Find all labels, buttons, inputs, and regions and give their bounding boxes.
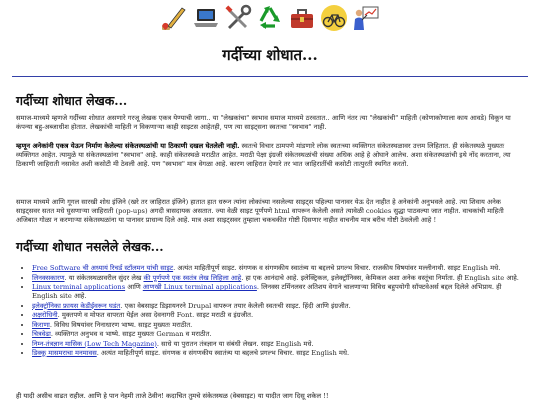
site-link[interactable]: Linux terminal applications [32, 283, 126, 291]
tools-icon [224, 4, 252, 32]
list-item [32, 321, 526, 330]
page-title: गर्दीच्या शोधात... [222, 46, 318, 64]
site-description: . एका वेबसाइट डिझायनरने Drupal वापरून तयार केलेली स्वतःची साइट. हिंदी आणि इंग्रजीत. [120, 301, 351, 310]
criteria-text: स्वतःचे विचार ठामपणे मांडणारे लोक स्वतःच्या व्यक्तिगत संकेतस्थळावर उत्तम लिहितात. ही संकेतस्थळे मुख्यतः व्यक्तिगत आहेत. त्यामुळे या संकेतस्थळांना "स्वभाव" आहे. काही संकेतस्थळे मराठीत आहेत. मराठी पेक्षा इंग्रजी संकेतस्थळांची संख्या अधिक आहे हे ओघाने आलेच. अशा संकेतस्थळांची इथे नोंद करताना, त्या ठिकाणी जाहिराती नसावेत अशी कसोटी मी ठेवली आहे. पण "स्वभाव" मात्र वेगळा आहे. कारण जाहिरात देणारे तर भात जाहिरातींची कसोटी तात्पुरती स्थगित करतो. [16, 142, 511, 169]
recycle-icon [256, 4, 284, 32]
site-list [16, 264, 526, 359]
site-link[interactable]: Free Software ची अध्यायं रिचर्ड स्टॉलमन यांची साइट [32, 264, 174, 272]
site-description: . लिनक्स टर्मिनलवर अतिशय वेगाने चालणाऱ्या विविध बहुपयोगी सॉफ्टवेअर्स बद्दल दिलेले अभिप्राय. ही English site आहे. [32, 283, 502, 300]
section-heading-not-seeking-crowd: गर्दीच्या शोधात नसलेले लेखक... [16, 239, 164, 254]
list-item [32, 330, 526, 339]
site-link[interactable]: किराणा [32, 320, 50, 329]
list-item [32, 302, 526, 311]
laptop-icon [192, 4, 220, 32]
site-link[interactable]: चित्रवेढा [32, 330, 51, 338]
paintbrush-icon [160, 4, 188, 32]
list-item [32, 349, 526, 358]
site-description: . अत्यंत माहितीपूर्ण साइट. संगणक व संगणकीय स्वातंत्र्य या बद्दलचे प्रगल्भ विचार. राजकीय विषयांवर मल्लीनाथी. साइट English मधे. [173, 264, 501, 272]
search-engine-paragraph: समाज माध्यमे आणि गूगल सारखी शोध इंजिने (खरे तर जाहिरात इंजिने) हातात हात धरून त्यांना लोकांच्या नसलेल्या साइट्स पहिल्या पानावर येऊ देत नाहीत हे अनेकांनी अनुभवले आहे. त्या शिवाय अनेक साइट्सवर सतत मधे घुसणाऱ्या जाहिराती (pop-ups) अगदी त्रासदायक असतात. ज्या वेळी साइट पूर्णपणे html वापरून केलेली असते त्यावेळी cookies सुद्धा पाठवल्या जात नाहीत. वाचकांची माहिती अजिबात गोळा न करणाऱ्या संकेतस्थळांना या पानावर प्राधान्य दिले आहे. मात्र अशा साइट्सवर तुम्हाला चकचकीत गोष्टी दिसणार नाहीत वाचनीय मात्र बरीच गोष्टी ठेवलेली आहे ! [16, 198, 504, 225]
site-link[interactable]: अक्षरोधिनी [32, 311, 58, 319]
site-description: . साधे या पुरातन तंत्रज्ञान या संबंधी लेखन. साइट English मधे. [156, 339, 314, 348]
list-item [32, 340, 526, 349]
banner [0, 0, 540, 35]
toolbox-icon [288, 4, 316, 32]
footer-note: ही यादी असीच वाढत राहील. आणि हे पान नेहमी ताजे ठेवीन! कदाचित तुमचे संकेतस्थळ (वेबसाइट) या यादीत जाग दिसू शकेल !! [16, 392, 329, 400]
list-item [32, 283, 526, 301]
site-link[interactable]: की पूर्णपणे एक स्वतंत्र लेख लिहिला आहे [143, 273, 242, 282]
site-link[interactable]: इलेक्ट्रॉनिका फ्रायस केडीईवरून घडंत [32, 301, 121, 310]
site-link[interactable]: आणखी Linux terminal applications [142, 283, 257, 291]
list-item [32, 274, 526, 283]
title-divider [12, 76, 528, 77]
criteria-bold-text: म्हणून अनेकांनी एकत्र येऊन निर्माण केलेल्या संकेतस्थळांची या ठिकाणी दखल घेतलेली नाही. [16, 142, 240, 150]
site-description: . मुक्तपणे व मोफत वापरता येईल असा देवनागरी Font. साइट मराठी व इंग्रजीत. [57, 311, 254, 319]
section-heading-seeking-crowd: गर्दीच्या शोधात लेखक... [16, 93, 128, 108]
site-description: . विविध विषयांवर निनाधारण भाष्य. साइट मुख्यतः मराठीत. [49, 320, 193, 329]
site-description: आणि [125, 283, 143, 291]
teacher-icon [352, 4, 380, 32]
site-description: . या संकेतस्थळावरील सुंदर लेख [64, 273, 144, 282]
list-item [32, 264, 526, 273]
site-description: . व्यक्तिगत अनुभव व भाष्ये. साइट मुख्यतः German व मराठीत. [50, 330, 212, 338]
criteria-paragraph [16, 142, 526, 170]
site-description: . हा एक आनंदाचे आहे. इलेक्ट्रिकल, इलेक्ट्रॉनिक्स, केमिकल अशा अनेक वस्तूंचा निर्माता. ही English site आहे. [241, 273, 519, 282]
site-link[interactable]: डिक्कू मासमराचा मनमावस [32, 349, 97, 357]
list-item [32, 311, 526, 320]
site-link[interactable]: लिनक्सकारण [32, 273, 65, 282]
site-link[interactable]: निम्न-तंत्रज्ञान मासिक (Low Tech Magazine) [32, 339, 157, 348]
intro-paragraph: समाज-माध्यमे म्हणजे गर्दीच्या शोधात असणारे गरजू लेखक एकत्र येण्याची जागा.. या "लेखकांचा" स्वभाव समाज माध्यमे ठरवतात.. आणि नंतर त्या "लेखकांची" माहिती (कोणाकोणाला काय आवडे) विकून या कंपन्या बहु-अब्जाधीश होतात. लेखकांची माहिती न विकणाऱ्या काही साइटस आहेतही, पण त्या साइट्सना स्वतःचा "स्वभाव" नाही. [16, 114, 511, 132]
bicycle-icon [320, 4, 348, 32]
site-description: . अत्यंत माहितीपूर्ण साइट. संगणक व संगणकीय स्वातंत्र्य या बद्दलचे प्रगल्भ विचार. साइट English मधे. [96, 349, 350, 357]
